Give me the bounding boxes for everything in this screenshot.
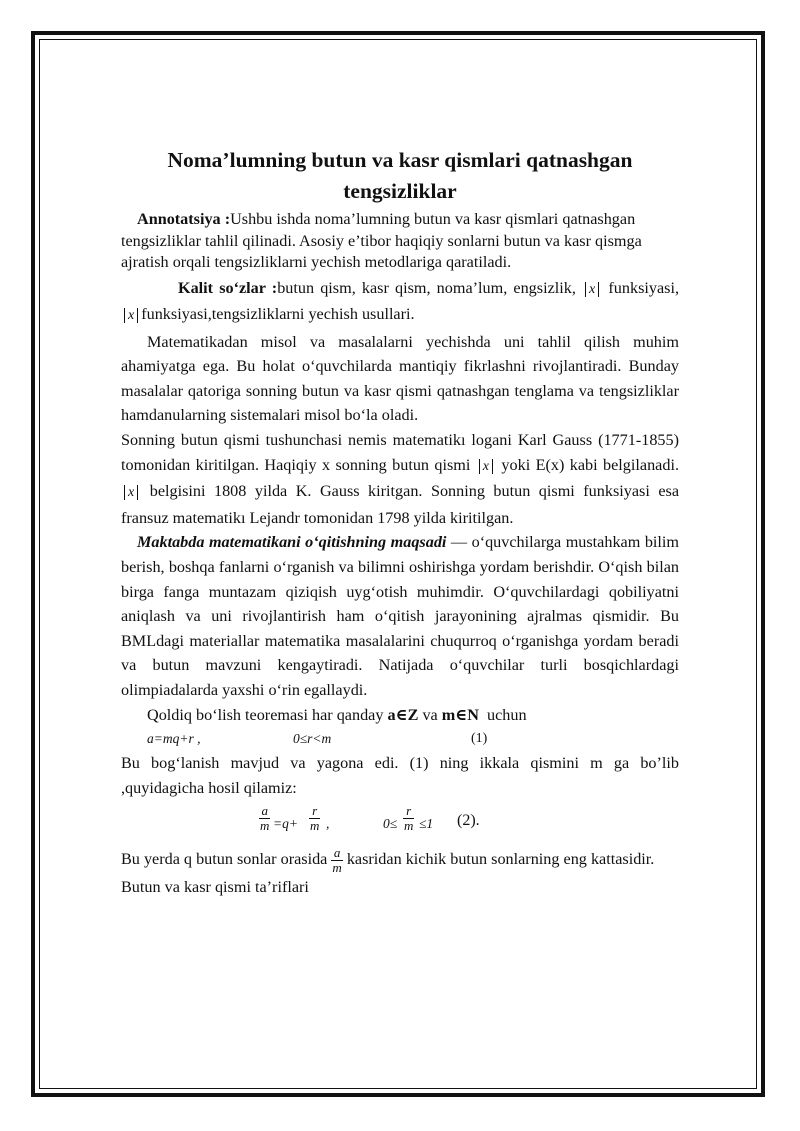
q-text-b: kasridan kichik butun sonlarning eng kattasidir. — [346, 850, 655, 869]
equation-1-number: (1) — [471, 731, 488, 747]
school-paragraph — [121, 530, 679, 702]
keywords-paragraph — [121, 276, 679, 329]
school-text: — o‘quvchilarga mustahkam bilim berish, boshqa fanlarni o‘rganish va bilimni oshirishga yordam berishdir. O‘qish bilan birga fanga muntazam qiziqish uyg‘otish muhimdir. O‘quvchilardagi qobiliyatni aniqlash va uni rivojlantirish ham o‘qitish jarayonining ajralmas qismidir. Bu BMLdagi materiallar matematika masalalarini chuqurroq o‘rganishga yordam beradi va butun mavzuni kengaytiradi. Natijada o‘quvchilar turli bosqichlardagi olimpiadalarda yaxshi o‘rin egallaydi. — [121, 533, 679, 699]
theorem-uchun: uchun — [487, 705, 527, 724]
annotation-label: Annotatsiya : — [137, 210, 231, 228]
equation-1-condition: 0≤r<m — [293, 731, 332, 747]
gauss-text-b: yoki E(x) kabi belgilanadi. — [501, 455, 679, 474]
gauss-text-c: belgisini 1808 yilda K. Gauss kiritgan. Sonning butun qismi funksiyasi esa fransuz matematikı Lejandr tomonidan 1798 yilda kiritilgan. — [121, 482, 680, 527]
keywords-text-a: butun qism, kasr qism, noma’lum, engsizlik, — [277, 278, 576, 297]
floor-x-symbol: x — [585, 282, 599, 297]
theorem-text: Qoldiq bo‘lish teoremasi har qanday — [147, 705, 384, 724]
fraction-r-over-m: $\frac{r}{m}$ — [310, 803, 320, 834]
equation-2-comma: , — [326, 816, 330, 832]
keywords-label: Kalit so‘zlar : — [178, 278, 278, 297]
keywords-text-b: funksiyasi, — [608, 278, 680, 297]
m-in-n: m∈N — [441, 705, 479, 724]
document-title: Noma’lumning butun va kasr qismlari qatnashgan tengsizliklar — [167, 148, 633, 203]
equation-1 — [121, 727, 679, 751]
fraction-r-over-m-2: $\frac{r}{m}$ — [404, 803, 414, 834]
annotation-paragraph — [121, 209, 679, 274]
floor-x-symbol-2: x — [124, 308, 138, 323]
q-text-a: Bu yerda q butun sonlar orasida — [121, 850, 328, 869]
annotation-text: Ushbu ishda noma’lumning butun va kasr qismlari qatnashgan tengsizliklar tahlil qilinadi. Asosiy e’tibor haqiqiy sonlarni butun va kasr qismga ajratish orqali tengsizliklarni yechish metodlariga qaratiladi. — [121, 210, 642, 271]
equation-2-number: (2). — [457, 812, 480, 830]
keywords-text-c: funksiyasi,tengsizliklarni yechish usullari. — [141, 305, 415, 324]
equation-2-eq-q-plus: =q+ — [273, 816, 298, 832]
school-emphasis: Maktabda matematikani o‘qitishning maqsadi — [137, 533, 447, 552]
equation-1-left: a=mq+r , — [147, 731, 201, 747]
division-paragraph: Bu bog‘lanish mavjud va yagona edi. (1) ning ikkala qismini m ga bo’lib ,quyidagicha hosil qilamiz: — [121, 754, 679, 797]
equation-2 — [121, 802, 679, 842]
fraction-a-over-m: $\frac{a}{m}$ — [260, 803, 270, 834]
definitions-heading: Butun va kasr qismi ta’riflari — [121, 878, 309, 897]
theorem-paragraph — [121, 703, 679, 728]
floor-x-symbol-4: x — [124, 485, 138, 500]
gauss-paragraph — [121, 428, 679, 530]
theorem-va: va — [422, 705, 438, 724]
document-body — [121, 145, 679, 900]
a-in-z: a∈Z — [387, 705, 419, 724]
fraction-a-over-m-2: $\frac{a}{m}$ — [332, 845, 342, 876]
equation-2-zero-le: 0≤ — [383, 816, 398, 832]
q-paragraph — [121, 844, 679, 875]
equation-2-le-one: ≤1 — [419, 816, 434, 832]
gauss-text-a: Sonning butun qismi tushunchasi nemis matematikı logani Karl Gauss (1771-1855) tomonidan kiritilgan. Haqiqiy x sonning butun qismi — [121, 431, 679, 474]
floor-x-symbol-3: x — [479, 459, 493, 474]
intro-paragraph: Matematikadan misol va masalalarni yechishda uni tahlil qilish muhim ahamiyatga ega. Bu holat o‘quvchilarda mantiqiy fikrlashni rivojlantiradi. Bunday masalalar qatoriga sonning butun va kasr qismi qatnashgan tenglama va tengsizliklar hamdanularning sistemalari misol bo‘la oladi. — [121, 332, 679, 425]
